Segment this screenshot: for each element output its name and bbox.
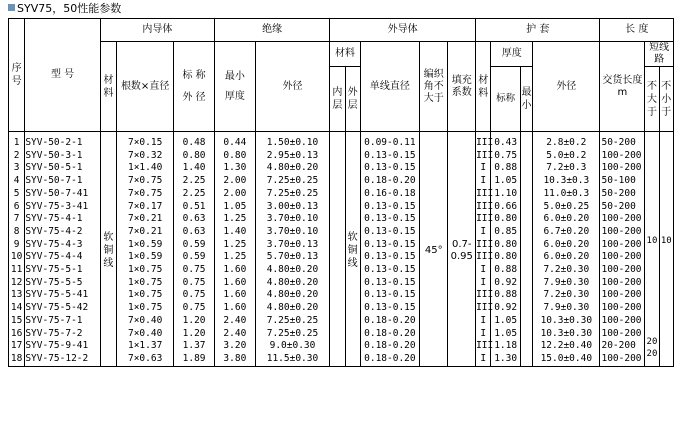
header-seq: 序号 (9, 19, 25, 132)
header-outer-angle: 编织角不大于 (419, 42, 448, 132)
header-inner-od: 标 称 外 径 (174, 42, 215, 132)
table-caption (8, 1, 121, 17)
cell-sheath-min (520, 132, 532, 367)
cell-outer-fill: 0.7-0.95 (448, 132, 476, 367)
header-sheath-thickness: 厚度 (491, 42, 533, 67)
cell-model: SYV-50-2-1 SYV-50-3-1 SYV-50-5-1 SYV-50-7-1 SYV-50-7-41 SYV-75-3-41 SYV-75-4-1 SYV-75-4-2 SYV-75-4-3 SYV-75-4-4 SYV-75-5-1 SYV-75-5-5 SYV-75-5-41 SYV-75-5-42 SYV-75-7-1 SYV-75-7-2 SYV-75-9-41 SYV-75-12-2 (25, 132, 100, 367)
header-sheath-min: 最小 (520, 67, 532, 132)
cell-sheath-od: 2.8±0.2 5.0±0.2 7.2±0.3 10.3±0.3 11.0±0.3 5.0±0.25 6.0±0.20 6.7±0.20 6.0±0.20 6.0±0.20 7.2±0.30 7.9±0.30 7.2±0.30 7.9±0.30 10.3±0.30 10.3±0.30 12.2±0.40 15.0±0.40 (533, 132, 600, 367)
header-sheath-material: 材料 (476, 42, 491, 132)
header-length-short: 短线路 (645, 42, 674, 67)
cell-no: 1 2 3 4 5 6 7 8 9 10 11 12 13 14 15 16 17 18 (9, 132, 25, 367)
cell-inner-material: 软铜线 (100, 132, 116, 367)
header-outer-mat-inner: 内层 (330, 67, 345, 132)
cell-length: 50-200 100-200 100-200 50-100 50-200 50-200 100-200 100-200 100-200 100-200 100-200 100-200 100-200 100-200 100-200 100-200 20-200 100-200 (600, 132, 645, 367)
header-insulation-od: 外径 (255, 42, 329, 132)
cell-count: 7×0.15 7×0.32 1×1.40 7×0.75 7×0.75 7×0.17 7×0.21 7×0.21 1×0.59 1×0.59 1×0.75 1×0.75 1×0.75 1×0.75 7×0.40 7×0.40 1×1.37 7×0.63 (117, 132, 174, 367)
cell-outer-mat-inner (330, 132, 345, 367)
spec-table (8, 18, 674, 367)
header-outer-mat-outer: 外层 (345, 67, 360, 132)
header-outer-wire: 单线直径 (360, 42, 419, 132)
header-insulation: 绝缘 (214, 19, 329, 42)
cell-short-min: 10 (659, 132, 673, 367)
header-sheath: 护 套 (476, 19, 600, 42)
cell-outer-mat-outer: 软铜线 (345, 132, 360, 367)
cell-outer-angle: 45° (419, 132, 448, 367)
cell-sheath-nominal: 0.43 0.75 0.88 1.05 1.10 0.66 0.80 0.85 0.80 0.80 0.88 0.92 0.88 0.92 1.05 1.05 1.18 1.30 (491, 132, 521, 367)
table-body-row (9, 132, 674, 367)
header-length-short-min: 不小于 (659, 67, 673, 132)
caption-text: SYV75，50性能参数 (17, 2, 122, 15)
header-sheath-od: 外径 (533, 42, 600, 132)
header-insulation-min: 最小 厚度 (214, 42, 255, 132)
header-sheath-nominal: 标称 (491, 67, 521, 132)
header-outer-conductor: 外导体 (330, 19, 476, 42)
cell-ins-od: 1.50±0.10 2.95±0.13 4.80±0.20 7.25±0.25 7.25±0.25 3.00±0.13 3.70±0.10 3.70±0.10 3.70±0.13 5.70±0.13 4.80±0.20 4.80±0.20 4.80±0.20 4.80±0.20 7.25±0.25 7.25±0.25 9.0±0.30 11.5±0.30 (255, 132, 329, 367)
header-length: 长 度 (600, 19, 674, 42)
header-model: 型 号 (25, 19, 100, 132)
cell-wire: 0.09-0.11 0.13-0.15 0.13-0.15 0.18-0.20 0.16-0.18 0.13-0.15 0.13-0.15 0.13-0.15 0.13-0.15 0.13-0.15 0.13-0.15 0.13-0.15 0.13-0.15 0.13-0.15 0.18-0.20 0.18-0.20 0.18-0.20 0.18-0.20 (360, 132, 419, 367)
header-length-delivery: 交货长度 m (600, 42, 645, 132)
header-inner-material: 材料 (100, 42, 116, 132)
header-length-short-max: 不大于 (645, 67, 659, 132)
cell-short-max: 10 20 20 (645, 132, 659, 367)
header-outer-fill: 填充系数 (448, 42, 476, 132)
square-bullet-icon (8, 4, 15, 11)
cell-ins-min: 0.44 0.80 1.30 2.00 2.00 1.05 1.25 1.40 1.25 1.25 1.60 1.60 1.60 1.60 2.40 2.40 3.20 3.80 (214, 132, 255, 367)
header-outer-material: 材料 (330, 42, 361, 67)
header-inner-conductor: 内导体 (100, 19, 214, 42)
cell-sheath-material: III III I I III III III I III III I I III III I I III I (476, 132, 491, 367)
header-inner-count: 根数×直径 (117, 42, 174, 132)
cell-inner-od: 0.48 0.80 1.40 2.25 2.25 0.51 0.63 0.63 0.59 0.59 0.75 0.75 0.75 0.75 1.20 1.20 1.37 1.89 (174, 132, 215, 367)
